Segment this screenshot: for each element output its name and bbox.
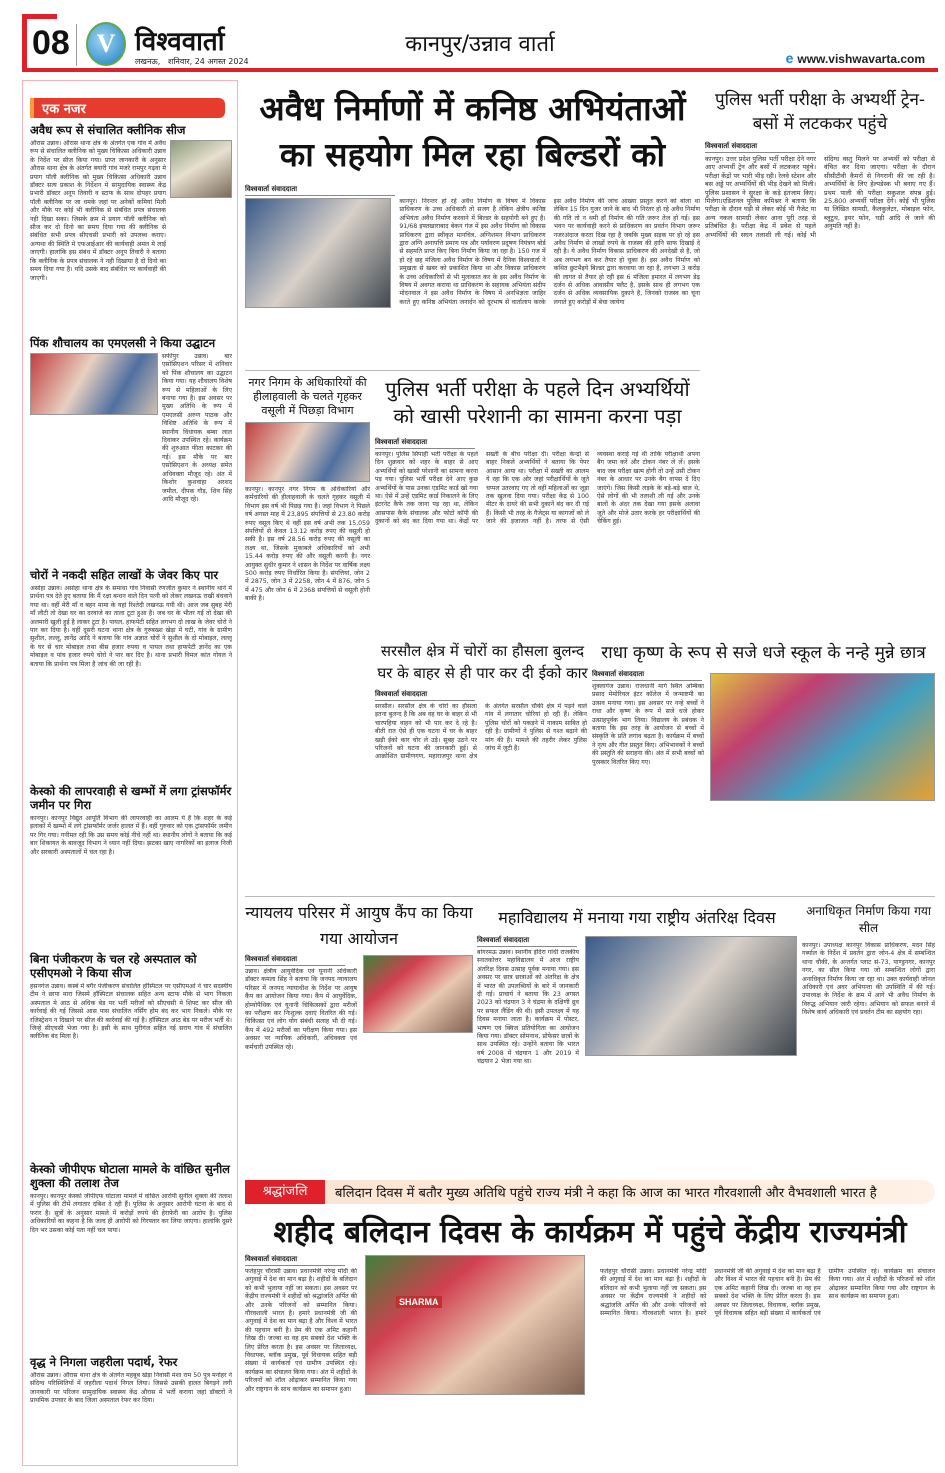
story-nagar-nigam: नगर निगम के अधिकारियों की हीलाहवाली के चलते गृहकर वसूली में पिछड़ा विभाग कानपुर। कानपुर नगर निगम के अधिकारियों और कर्मचारियों की हीलाहवाली के चलते गृहकर वसूली में विभाग इस वर्ष भी पिछड़ गया है। जहां विभाग ने पिछले वर्ष अगस्त माह में 23,895 संपत्तियों से 23.80 करोड़ रुपए वसूल किए थे वहीं इस वर्ष अभी तक 15,059 संपत्तियों से केवल 13.12 करोड़ रुपए की वसूली हो सकी है। इस वर्ष 28.56 करोड़ रुपए की वसूली का लक्ष्य था, जिसके मुकाबले अधिकारियों को अभी 15.44 करोड़ रुपए की और वसूली करनी है। नगर आयुक्त सुधीर कुमार ने शासन के निर्देश पर वार्षिक लक्ष्य 500 करोड़ रुपए निर्धारित किया है। संपत्तियां, जोन 2 में 2875, जोन 3 में 2258, जोन 4 में 876, जोन 5 में 475 और जोन 6 में 2368 संपत्तियों से वसूली होनी बाकी है। [245, 376, 370, 603]
story-pink-toilet: पिंक शौचालय का एमएलसी ने किया उद्घाटन सफीपुर उन्नाव। बार एसोसिएशन परिसर में शनिवार को पिंक शौचालय का उद्घाटन किया गया। यह शौचालय विशेष रूप से महिलाओं के लिए बनाया गया है। इस अवसर पर मुख्य अतिथि के रूप में एमएलसी अरुण पाठक और विशिष्ट अतिथि के रूप में स्थानीय विधायक बम्बा लाल दिवाकर उपस्थित रहे। कार्यक्रम की शुरुआत फीता काटकर की गई। इस मौके पर बार एसोसिएशन के अध्यक्ष समेत अधिवक्ता मौजूद रहे। अंत में किशोर कुशवाहा अरशद जमील, दीपक गौड़, शिव सिंह आदि मौजूद रहे। [30, 336, 232, 503]
ceremony-photo: SHARMA [365, 1255, 585, 1395]
ayush-headline: न्यायलय परिसर में आयुष कैंप का किया गया आयोजन [245, 903, 473, 948]
page-number: 08 [32, 24, 70, 62]
story-clinic: अवैध रूप से संचालित क्लीनिक सीज औरास उन्नाव। औरास थाना क्षेत्र के अंतर्गत एक गांव में अवैध रूप से संचालित क्लीनिक को मुख्य चिकित्सा अधिकारी उन्नाव के निर्देश पर सीज किया गया। प्राप्त जानकारी के अनुसार औरास थाना क्षेत्र के अंतर्गत बयारी गांव मजरे रामपुर गढ़वा मे प्रयाग पॉली क्लीनिक को मुख्य चिकित्सा अधिकारी उन्नाव डॉक्टर सत्य प्रकाश के निर्देशन मे सामुदायिक स्वास्थ्य केंद्र प्रभारी डॉक्टर अनूप तिवारी व स्टाफ के साथ दोपहर प्रयाग पॉली क्लीनिक पर जा धमके जहां पर अनेकों कमियां मिली और मौके पर कोई भी क्लीनिक से संबंधित प्रपत्र संचालक नही दिखा सका। जिसके क्रम मे प्रयाग पॉली क्लीनिक को सीज कर दो दिनो का समय दिया गया की क्लीनिक से संबंधित सभी प्रपत्र सीएचसी प्रभारी को उपलब्ध कराए। अन्यथा की स्थिति मे एफआईआर की कार्यवाही अमल मे लाई जाएगी। हालांकि इस संबंध में डॉक्टर अनूप तिवारी ने बताया कि क्लीनिक के प्रपत्र संचालक ने नही दिखाया है दो दिनो का समय दिया गया है। यदि उसके बाद संबंधित पर कार्यवाही की जाएगी। [30, 123, 232, 328]
camp-photo [363, 955, 473, 1033]
lead-story: विश्ववार्ता संवाददाता कानपुर। निरन्तर हो रहे अवैध निर्माण के विषय में विकास प्राधिकरण के उच्च अधिकारी तो सजग है लेकिन क्षेत्रीय कनिष्ठ अभियंता अवैध निर्माण करवाने में बिल्डर के सहयोगी बने हुए है। 91/68 इफ्तखाराबाद बेकन गंज में इस अवैध निर्माण को विकास प्राधिकरण द्वारा स्वीकृत मानचित्र, अग्निशमन विभाग प्राधिकरण द्वारा अग्नि अनापत्ति प्रमाण पत्र और पर्यावरण प्रदूषण नियंत्रण बोर्ड से सहमति प्राप्त किए बिना निर्माण किया जा रहा है। 150 गज में हो रहे छह मंजिला अवैध निर्माण के विषय में दैनिक विश्ववार्ता ने प्रमुखता से खबर को प्रकाशित किया था और विकास प्राधिकरण के उच्च अधिकारियों से भी मुलाकात कर के इस अवैध निर्माण के विषय में अवगत कराया था प्राधिकरण के सहायक अभियंता संदीप मोदनवाल ने इस अवैध निर्माण के विषय में अनभिज्ञता जाहिर करते हुए कनिष्ठ अभियंता जनार्दन को दूरभाष से वार्तालाप करके इस अवैध निर्माण की जांच आख्या प्रस्तुत करने को बोला था लेकिन 15 दिन गुजर जाने के बाद भी निरंतर हो रहे अवैध निर्माण की गति तो न थमी हाँ निर्माण की गति जरूर तेज हो गई। इस भवन पर कार्यवाही करने से प्राधिकरण का प्रवर्तन विभाग जरूर नजरअंदाज करता दिख रहा है जबकि मुख्य सड़क पर हो रहे इस अवैध निर्माण से लाखों रुपये के राजस्व की हानि साफ दिखाई दे रही है। ये अवैध निर्माण विकास प्राधिकरण की अनदेखी से है, जो अब लगभग बन कर तैयार हो चुका है। इस अवैध निर्माण को कथित छुटभैइये बिल्डर द्वारा करवाया जा रहा है, लगभग 3 करोड़ की लागत से तैयार हो रही इस 6 मंजिला इमारत में लगभग डेढ़ दर्जन से अधिक आवासीय फ्लैट है, इसके साथ ही लगभग एक दर्जन से अधिक व्यवसायिक दुकाने है, जिनको राजस्व का चूना लगाते हुए करोड़ों में बेचा जायेगा [245, 185, 700, 370]
radha-krishna-headline: राधा कृष्ण के रूप से सजे धजे स्कूल के नन्हे मुन्ने छात्र [601, 643, 926, 663]
story-ayush: विश्ववार्ता संवाददाता उन्नाव। क्षेत्रीय आयुर्वेदिक एवं यूनानी अधिकारी डॉक्टर कमला सिंह ने बताया कि जनपद न्यायालय परिसर में जनपद न्यायाधीश के निर्देश पर आयुष कैंप का आयोजन किया गया। कैंप में आयुर्वेदिक, होम्योपैथिक एवं यूनानी चिकित्सकों द्वारा मरीजों का परीक्षण कर निःशुल्क दवाएं वितरित की गई। चिकित्सा एवं लोग योग संबंधी सलाह भी दी गई। कैंप में 492 मरीजों का परीक्षण किया गया। इस अवसर पर न्यायिक अधिकारी, अधिवक्ता एवं कर्मचारी उपस्थित रहे। [245, 955, 473, 1183]
story-gpf-scam: केस्को जीपीएफ घोटाला मामले के वांछित सुनील शुक्ला की तलाश तेज कानपुर। कानपुर केस्को जीपीएफ घोटाला मामले में वांछित आरोपी सुनील शुक्ला की तलाश में पुलिस की टीमें लगातार दबिश दे रही हैं। पुलिस के अनुसार आरोपी घटना के बाद से फरार है। सूत्रों के अनुसार मामले में करोड़ों रुपये की हेराफेरी का आरोप है। पुलिस अधिकारियों का कहना है कि जल्द ही आरोपी को गिरफ्तार कर लिया जाएगा। हालांकि दूसरे दिन भर उसका कोई पता नहीं चल पाया। [30, 1162, 232, 1234]
lead-headline: अवैध निर्माणों में कनिष्ठ अभियंताओं का सहयोग मिल रहा बिल्डरों को [259, 89, 686, 174]
tribute-headline: शहीद बलिदान दिवस के कार्यक्रम में पहुंचे केंद्रीय राज्यमंत्री [273, 1215, 907, 1250]
divider [76, 24, 77, 66]
story-space-day: विश्ववार्ता संवाददाता बांगरमऊ उन्नाव। स्थानीय इंदिरा गांधी राजकीय स्नातकोत्तर महाविद्यालय में आज राष्ट्रीय अंतरिक्ष दिवस उत्साह पूर्वक मनाया गया। इस अवसर पर छात्र छात्राओं को अंतरिक्ष के क्षेत्र में भारत की उपलब्धियों के बारे में जानकारी दी गई। प्राचार्य ने बताया कि 23 अगस्त 2023 को चंद्रयान 3 ने चंद्रमा के दक्षिणी ध्रुव पर सफल लैंडिंग की थी। इसी उपलक्ष्य में यह दिवस मनाया जाता है। कार्यक्रम में पोस्टर, भाषण एवं क्विज प्रतियोगिता का आयोजन किया गया। डॉक्टर सोमनाथ, प्रोफेसर छात्रों के साथ उपस्थित रहे। उन्होंने बताया कि भारत वर्ष 2008 में चंद्रयान 1 और 2019 में चंद्रयान 2 भेजा गया था। [477, 936, 797, 1179]
official-photo [245, 422, 370, 482]
story-photo [30, 353, 158, 415]
website-link[interactable]: e www.vishwavarta.com [785, 50, 925, 66]
section-title: कानपुर/उन्नाव वार्ता [405, 32, 555, 57]
story-hospital-seal: बिना पंजीकरण के चल रहे अस्पताल को एसीएमओ ने किया सीज हसनगंज उन्नाव। कस्बे में बगैर पंजीकरण संचालित हॉस्पिटल पर एसीएमओ ने चार सदस्यीय टीम ने छापा मारा जिसमे हॉस्पिटल संचालक सहित अन्य स्टाफ मौके से भाग निकला अस्पताल मे आठ से अधिक बेड पर भर्ती मरीजों को सीएचसी मे शिफ्ट कर सीज की कार्रवाई की गई जिससे आस पास संचालित नर्सिंग होम बंद कर भाग निकले। मौके पर रजिस्ट्रेशन न दिखाने पर सीज की कार्रवाई की गई है। हॉस्पिटल आठ बेड पर मरीज भर्ती थे। जिन्हे सीएचसी भेजा गया है। इसी के साथ मुरीगंज सहित नई सराय गांव में संचालित क्लीनिक बंद मिला है। [30, 952, 232, 1041]
seal-headline: अनाधिकृत निर्माण किया गया सील [806, 904, 931, 935]
lead-story-body: कानपुर। निरन्तर हो रहे अवैध निर्माण के विषय में विकास प्राधिकरण के उच्च अधिकारी तो सजग है लेकिन क्षेत्रीय कनिष्ठ अभियंता अवैध निर्माण करवाने में बिल्डर के सहयोगी बने हुए है। 91/68 इफ्तखाराबाद बेकन गंज में इस अवैध निर्माण को विकास प्राधिकरण द्वारा स्वीकृत मानचित्र, अग्निशमन विभाग प्राधिकरण द्वारा अग्नि अनापत्ति प्रमाण पत्र और पर्यावरण प्रदूषण नियंत्रण बोर्ड से सहमति प्राप्त किए बिना निर्माण किया जा रहा है। 150 गज में हो रहे छह मंजिला अवैध निर्माण के विषय में दैनिक विश्ववार्ता ने प्रमुखता से खबर को प्रकाशित किया था और विकास प्राधिकरण के उच्च अधिकारियों से भी मुलाकात कर के इस अवैध निर्माण के विषय में अवगत कराया था प्राधिकरण के सहायक अभियंता संदीप मोदनवाल ने इस अवैध निर्माण के विषय में अनभिज्ञता जाहिर करते हुए कनिष्ठ अभियंता जनार्दन को दूरभाष से वार्तालाप करके इस अवैध निर्माण की जांच आख्या प्रस्तुत करने को बोला था लेकिन 15 दिन गुजर जाने के बाद भी निरंतर हो रहे अवैध निर्माण की गति तो न थमी हाँ निर्माण की गति जरूर तेज हो गई। इस भवन पर कार्यवाही करने से प्राधिकरण का प्रवर्तन विभाग जरूर नजरअंदाज करता दिख रहा है जबकि मुख्य सड़क पर हो रहे इस अवैध निर्माण से लाखों रुपये के राजस्व की हानि साफ दिखाई दे रही है। ये अवैध निर्माण विकास प्राधिकरण की अनदेखी से है, जो अब लगभग बन कर तैयार हो चुका है। इस अवैध निर्माण को कथित छुटभैइये बिल्डर द्वारा करवाया जा रहा है, लगभग 3 करोड़ की लागत से तैयार हो रही इस 6 मंजिला इमारत में लगभग डेढ़ दर्जन से अधिक आवासीय फ्लैट है, इसके साथ ही लगभग एक दर्जन से अधिक व्यवसायिक दुकाने है, जिनको राजस्व का चूना लगाते हुए करोड़ों में बेचा जायेगा [245, 198, 700, 370]
story-seal: कानपुर। उपाध्यक्ष कानपुर विकास प्राधिकरण, मदन सिंह गर्ब्याल के निर्देश में प्रवर्तन द्वारा जोन-4 क्षेत्र में सम्बन्धित थाना चौकी, के अन्तर्गत प्लाट सं-73, पाण्डुनगर, कानपुर नगर, का सील किया गया जो सम्बन्धित लोगों द्वारा अनाधिकृत निर्माण किया जा रहा था। उक्त कार्यवाही जोनल अधिकारी एवं अवर अभियन्ता की उपस्थिति में की गई। उपाध्यक्ष के निर्देश के क्रम में आगे भी अवैध निर्माण के विरुद्ध अभियान जारी रहेगा। अभियान को सफल बनाने में विशेष कार्य अधिकारी एवं प्रवर्तन टीम का सहयोग रहा। [802, 942, 935, 1017]
story-sarsaul: विश्ववार्ता संवाददाता सरसौल। सरसौल क्षेत्र के चोरों का हौसला इतना बुलन्द है कि अब वह घर के बाहर से भी चारपहिया वाहन को भी पार कर दे रहे है। बीती रात ऐसे ही एक घटना में घर के बाहर खड़ी ईको कार चोर ले उड़े। सुबह उठने पर परिजनों को घटना की जानकारी हुई। से आक्रोशित ग्रामीणगण, महाराजपुर थाना क्षेत्र के अंतर्गत सरसौल चौकी क्षेत्र में पड़ने वाले गांव में लगातार चोरियां हो रही हैं। लेकिन पुलिस चोरों को पकड़ने में नाकाम साबित हो रही है। ग्रामीणों ने पुलिस से गश्त बढ़ाने की मांग की है। मामले की तहरीर लेकर पुलिस जांच में जुटी है। [375, 690, 587, 761]
police-exam-headline: पुलिस भर्ती परीक्षा के पहले दिन अभ्यर्थियों को खासी परेशानी का सामना करना पड़ा [385, 377, 690, 428]
story-poison: वृद्ध ने निगला जहरीला पदार्थ, रेफर औरास उन्नाव। औरास थाना क्षेत्र के अंतर्गत महबूब खेड़ा निवासी मंशा राम 50 पुत्र मनोहर ने संदिग्ध परिस्थितियों में जहरीला पदार्थ निगल लिया। जिससे उसकी हालत बिगड़ने लगी जानकारी पर परिजन सामुदायिक स्वास्थ्य केंद्र औरास मे भर्ती कराया जहां डॉक्टरों ने प्राथमिक उपचार के बाद जिला अस्पताल रेफर कर दिया। [30, 1355, 232, 1405]
story-police-exam: विश्ववार्ता संवाददाता कानपुर। पुलिस सिपाही भर्ती परीक्षा के पहले दिन शुक्रवार को शहर के बाहर से आए अभ्यर्थियों को खासी परेशानी का सामना करना पड़ गया। पुलिस भर्ती परीक्षा देने आए कुछ अभ्यर्थियों के पास उनका एडमिट कार्ड खो गया था। ऐसे में उन्हें एडमिट कार्ड निकालने के लिए इंटरनेट कैफे तक जाना पड़ रहा था, लेकिन आसपास कैफे संचालक और फोटो कॉपी की दुकानों को बंद कर दिया गया था। केंद्रों पर सख्ती के बीच परीक्षा दी। परीक्षा केन्द्रों से बाहर निकले अभ्यर्थियों ने बताया कि पेपर आसान आया था। परीक्षा में सख्ती का आलम ये रहा कि एक ओर जहां परीक्षार्थियों के जूते चप्पल उतरवाए गए तो वहीं महिलाओं का जूड़ा तक खुलवा दिया गया। परीक्षा केंद्र से 100 मीटर के दायरे की सभी दुकानें बंद कर दी गई हैं। किसी भी तरह के गैजेट्स या कागजों को ले जाने की इजाजत नहीं है। तरफ से ऐसी व्यवस्था कराई गई थी ताकि परीक्षार्थी अपना बैग जमा करें और टोकन नंबर ले लें। इसके बाद जब परीक्षा खत्म होगी तो उन्हें उसी टोकन नंबर के आधार पर उनके बैग वापस दे दिए जाएंगे। जिस किसी लड़के के बड़े-बड़े बाल थे, ऐसे लोगों की भी तलाशी ली गई और उनके बालों के अंदर तक देखा गया इसके अलावा जूते और मोजे उतार करके हर परीक्षार्थियों की चेकिंग हुई। [375, 438, 700, 526]
building-photo [245, 198, 391, 308]
divider [245, 896, 935, 897]
sarsaul-headline: सरसौल क्षेत्र में चोरों का हौसला बुलन्द घर के बाहर से ही पार कर दी ईको कार [377, 642, 588, 682]
right-story-headline: पुलिस भर्ती परीक्षा के अभ्यर्थी ट्रेन-बसों में लटककर पहुंचे [714, 90, 926, 134]
brand-logo: V [86, 22, 126, 66]
story-transformer: केस्को की लापरवाही से खम्भों में लगा ट्रांसफॉर्मर जमीन पर गिरा कानपुर। कानपुर विद्युत आपूर्ति विभाग की लापरवाही का आलम ये है कि शहर के कई इलाकों में खम्भों में लगे ट्रांसफॉर्मर जर्जर हालत में हैं। वहीं गुरुवार को एक ट्रांसफॉर्मर जमीन पर गिर गया। गनीमत रही कि उस समय कोई नीचे नहीं था। स्थानीय लोगों ने बताया कि कई बार शिकायत के बावजूद विभाग ने ध्यान नहीं दिया। झटका खाए नागरिकों का इलाज निजी और सरकारी अस्पतालों में चल रहा है। [30, 784, 232, 856]
story-theft: चोरों ने नकदी सहित लाखों के जेवर किए पार असोहा उन्नाव। असोहा थाना क्षेत्र के समाधा गांव निवासी रणजीत कुमार ने स्थानीय थाने में प्रार्थना पत्र देते हुए बताया कि मैं रक्षा बन्धन वाले दिन पत्नी को लेकर लखनऊ राखी बंधवाने गया था। वहीं मेरी माँ व बहन मामा के यहां रिश्तेदी लखनऊ गयी थी। आज जब सुबह मेरी माँ लौटी तो देखा घर का दरवाजे का ताला टूटा हुआ है। जब घर के भीतर गई तो देखा की अलमारी खुली हुई है लाकर टूटा है। पायल, हाफपेटी सहित लगभग दो लाख के जेवर चोरो ने पार कर दिया है। वहीं दूसरी घटना थाना क्षेत्र के गुरुबख्श खेड़ा में घटी, गांव के ग्रामीण सुशील, लल्लू, ज्ञानेंद्र आदि ने बताया कि गांव अज्ञात चोरों ने सुशील के दो मोबाइल, लल्लू के घर से चार मोबाइल तथा बीस हजार रुपया व पायल तथा हाफपेटी ज्ञानेंद का एक मोबाइल व पांच हजार रुपये चोरो ने पार कर दिए है। थाना प्रभारी विमल कांत गोयल ने बताया कि प्रार्थना पत्र मिला है जांच की जा रही है। [30, 568, 232, 668]
internet-explorer-icon: e [785, 50, 794, 66]
story-tribute: विश्ववार्ता संवाददाता SHARMA फतेहपुर चौरासी उन्नाव। प्रधानमंत्री नरेन्द्र मोदी की अगुवाई में देश का मान बढ़ा है। शहीदों के बलिदान को कभी भुलाया नहीं जा सकता। इस अवसर पर केंद्रीय राज्यमंत्री ने शहीदों को श्रद्धांजलि अर्पित की और उनके परिजनों को सम्मानित किया। गौरवशाली भारत है। हमारे प्रधानमंत्री जी की अगुवाई में देश का मान बढ़ा है और विश्व में भारत की पहचान बनी है। प्रेम की एक अमिट कहानी लिख दी। जज्बा था वह हम सबको देश भक्ति के लिए प्रेरित करता है। इस अवसर पर जिलाध्यक्ष, विधायक, ब्लॉक प्रमुख, पूर्व विधायक सहित बड़ी संख्या में कार्यकर्ता एवं ग्रामीण उपस्थित रहे। कार्यक्रम का संचालन किया गया। अंत में शहीदों के परिजनों को शॉल ओढ़ाकर सम्मानित किया गया और राष्ट्रगान के साथ कार्यक्रम का समापन हुआ। फतेहपुर चौरासी उन्नाव। प्रधानमंत्री नरेन्द्र मोदी की अगुवाई में देश का मान बढ़ा है। शहीदों के बलिदान को कभी भुलाया नहीं जा सकता। इस अवसर पर केंद्रीय राज्यमंत्री ने शहीदों को श्रद्धांजलि अर्पित की और उनके परिजनों को सम्मानित किया। गौरवशाली भारत है। हमारे प्रधानमंत्री जी की अगुवाई में देश का मान बढ़ा है और विश्व में भारत की पहचान बनी है। प्रेम की एक अमिट कहानी लिख दी। जज्बा था वह हम सबको देश भक्ति के लिए प्रेरित करता है। इस अवसर पर जिलाध्यक्ष, विधायक, ब्लॉक प्रमुख, पूर्व विधायक सहित बड़ी संख्या में कार्यकर्ता एवं ग्रामीण उपस्थित रहे। कार्यक्रम का संचालन किया गया। अंत में शहीदों के परिजनों को शॉल ओढ़ाकर सम्मानित किया गया और राष्ट्रगान के साथ कार्यक्रम का समापन हुआ। [245, 1255, 935, 1468]
dateline: लखनऊ, शनिवार, 24 अगस्त 2024 [135, 57, 249, 66]
brand-name: विश्ववार्ता [135, 27, 225, 57]
children-photo [710, 673, 935, 801]
lecture-photo [585, 936, 797, 1056]
tribute-tag: श्रद्धांजलि [245, 1180, 325, 1204]
divider [245, 370, 700, 371]
story-photo [170, 140, 232, 198]
tribute-strapline: बलिदान दिवस में बतौर मुख्य अतिथि पहुंचे राज्य मंत्री ने कहा कि आज का भारत गौरवशाली और वैभवशाली भारत है [335, 1186, 877, 1201]
ek-nazar-banner: एक नजर [30, 98, 225, 118]
space-day-headline: महाविद्यालय में मनाया गया राष्ट्रीय अंतरिक्ष दिवस [498, 908, 776, 927]
story-radha-krishna: विश्ववार्ता संवाददाता शुक्लागंज उन्नाव। राजधानी मार्ग स्थित अम्बिका प्रसाद मेमोरियल इंटर कॉलेज में जन्माष्टमी का उत्सव मनाया गया। इस अवसर पर नन्हे बच्चों ने राधा और कृष्ण के रूप में सजे धजे होकर उत्साहपूर्वक भाग लिया। विद्यालय के प्रबंधक ने बताया कि इस तरह के आयोजन से बच्चों में संस्कृति के प्रति लगाव बढ़ता है। कार्यक्रम में बच्चों ने नृत्य और गीत प्रस्तुत किए। अभिभावकों ने बच्चों की प्रस्तुति की सराहना की। अंत में सभी बच्चों को पुरस्कार वितरित किए गए। [592, 670, 935, 803]
right-story: विश्ववार्ता संवाददाता कानपुर। उत्तर प्रदेश पुलिस भर्ती परीक्षा देने नगर आए अभ्यर्थी ट्रेन और बसों में लटककर पहुंचे। परीक्षा केंद्रों पर भारी भीड़ रही। रेलवे स्टेशन और बस अड्डे पर अभ्यर्थियों की भीड़ देखने को मिली। पुलिस प्रशासन ने सुरक्षा के कड़े इंतजाम किए। मिलेगा।एडिशनल पुलिस कमिश्नर ने बताया कि परीक्षा के दौरान घड़ी से लेकर कोई भी गैजेट या अन्य नकल सामग्री लेकर आना पूरी तरह से प्रतिबंधित है। परीक्षा केंद्र में प्रवेश से पहले अभ्यर्थियों की सघन तलाशी ली गई। कोई भी संदिग्ध वस्तु मिलने पर अभ्यर्थी को परीक्षा से वंचित कर दिया जाएगा। परीक्षा के दौरान सीसीटीवी कैमरों से निगरानी की जा रही है। अभ्यर्थियों के लिए हेल्पडेस्क भी बनाए गए हैं। प्रथम पाली की परीक्षा सकुशल संपन्न हुई। 25,800 अभ्यर्थी परीक्षा देंगे। कोई भी पुलिस या लिखित सामग्री, कैलकुलेटर, मोबाइल फोन, ब्लूटूथ, इयर फोन, घड़ी आदि ले जाने की अनुमति नहीं है। [705, 142, 935, 239]
